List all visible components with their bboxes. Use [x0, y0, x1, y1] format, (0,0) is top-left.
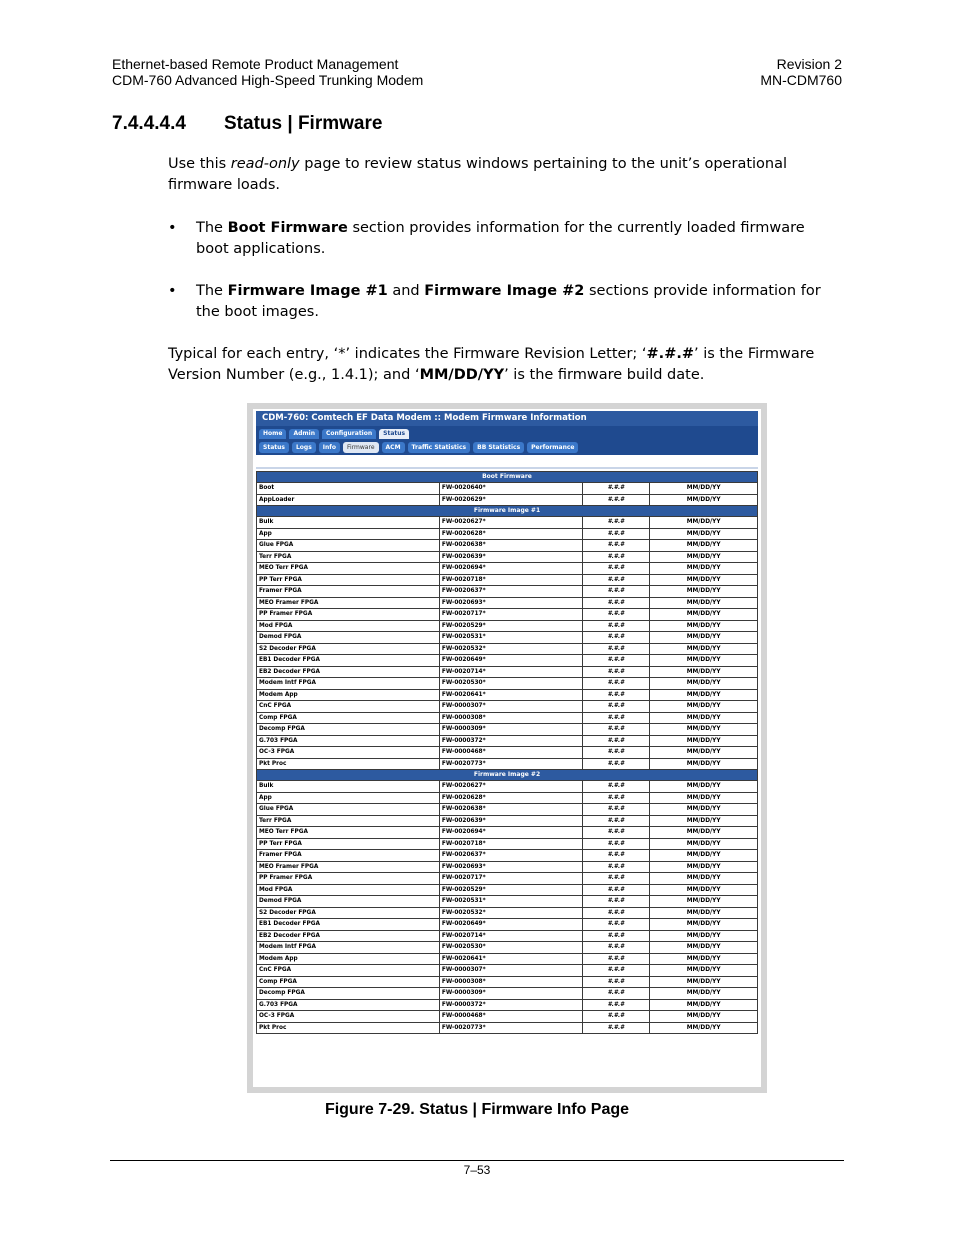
component-name: Decomp FPGA: [257, 724, 440, 736]
table-row: [257, 758, 758, 770]
section-header-row: [257, 472, 758, 483]
firmware-version: #.#.#: [582, 597, 650, 609]
firmware-number: FW-0000308*: [439, 712, 582, 724]
sub-tab-info[interactable]: Info: [319, 442, 340, 453]
component-name: OC-3 FPGA: [257, 747, 440, 759]
firmware-version: #.#.#: [582, 850, 650, 862]
firmware-number: FW-0020694*: [439, 827, 582, 839]
build-date: MM/DD/YY: [650, 678, 758, 690]
build-date: MM/DD/YY: [650, 781, 758, 793]
section-header-cell: Firmware Image #2: [257, 770, 758, 781]
firmware-version: #.#.#: [582, 747, 650, 759]
table-row: [257, 540, 758, 552]
table-row: [257, 517, 758, 529]
firmware-number: FW-0020530*: [439, 942, 582, 954]
build-date: MM/DD/YY: [650, 540, 758, 552]
firmware-version: #.#.#: [582, 907, 650, 919]
component-name: AppLoader: [257, 494, 440, 506]
table-row: [257, 884, 758, 896]
nav-tab-configuration[interactable]: Configuration: [322, 429, 376, 439]
component-name: Terr FPGA: [257, 815, 440, 827]
build-date: MM/DD/YY: [650, 528, 758, 540]
sub-tab-performance[interactable]: Performance: [527, 442, 578, 453]
firmware-number: FW-0020530*: [439, 678, 582, 690]
firmware-number: FW-0020638*: [439, 540, 582, 552]
bullet-boot-firmware: [168, 218, 840, 260]
firmware-version: #.#.#: [582, 666, 650, 678]
app-title-bar: CDM-760: Comtech EF Data Modem :: Modem Firmware Information: [256, 411, 758, 426]
build-date: MM/DD/YY: [650, 873, 758, 885]
component-name: EB1 Decoder FPGA: [257, 919, 440, 931]
component-name: Comp FPGA: [257, 712, 440, 724]
figure-caption: Figure 7-29. Status | Firmware Info Page: [324, 1101, 630, 1118]
firmware-number: FW-0020693*: [439, 597, 582, 609]
firmware-version: #.#.#: [582, 999, 650, 1011]
firmware-number: FW-0020641*: [439, 689, 582, 701]
component-name: MEO Terr FPGA: [257, 827, 440, 839]
component-name: CnC FPGA: [257, 701, 440, 713]
build-date: MM/DD/YY: [650, 609, 758, 621]
firmware-number: FW-0020639*: [439, 551, 582, 563]
firmware-version: #.#.#: [582, 574, 650, 586]
firmware-number: FW-0020627*: [439, 517, 582, 529]
table-row: [257, 678, 758, 690]
intro-text-2: page to review status windows pertaining to the unit’s operational firmware loads.: [168, 156, 788, 193]
table-row: [257, 574, 758, 586]
build-date: MM/DD/YY: [650, 965, 758, 977]
firmware-version: #.#.#: [582, 1011, 650, 1023]
table-row: [257, 919, 758, 931]
firmware-version: #.#.#: [582, 528, 650, 540]
build-date: MM/DD/YY: [650, 942, 758, 954]
section-header-cell: Firmware Image #1: [257, 506, 758, 517]
firmware-number: FW-0020531*: [439, 896, 582, 908]
intro-text-1: Use this: [168, 156, 231, 172]
firmware-version: #.#.#: [582, 551, 650, 563]
build-date: MM/DD/YY: [650, 861, 758, 873]
table-row: [257, 804, 758, 816]
component-name: Terr FPGA: [257, 551, 440, 563]
bullet-dot: •: [168, 220, 177, 236]
bullet-dot: •: [168, 283, 177, 299]
component-name: Pkt Proc: [257, 758, 440, 770]
header-product: CDM-760 Advanced High-Speed Trunking Modem: [112, 72, 424, 88]
sub-tab-firmware[interactable]: Firmware: [343, 442, 379, 453]
build-date: MM/DD/YY: [650, 735, 758, 747]
table-row: [257, 942, 758, 954]
build-date: MM/DD/YY: [650, 494, 758, 506]
firmware-version: #.#.#: [582, 1022, 650, 1034]
firmware-number: FW-0000468*: [439, 747, 582, 759]
firmware-version: #.#.#: [582, 483, 650, 495]
table-row: [257, 528, 758, 540]
firmware-version: #.#.#: [582, 724, 650, 736]
firmware-number: FW-0000309*: [439, 988, 582, 1000]
component-name: PP Terr FPGA: [257, 838, 440, 850]
header-doc-number: MN-CDM760: [760, 72, 842, 88]
component-name: Modem Intf FPGA: [257, 942, 440, 954]
bullet1-text-2: section provides information for the currently loaded firmware boot applications.: [196, 220, 805, 257]
build-date: MM/DD/YY: [650, 827, 758, 839]
firmware-info-screenshot: [247, 403, 767, 1093]
table-row: [257, 655, 758, 667]
component-name: Modem App: [257, 953, 440, 965]
table-row: [257, 483, 758, 495]
firmware-version: #.#.#: [582, 563, 650, 575]
firmware-version: #.#.#: [582, 976, 650, 988]
build-date: MM/DD/YY: [650, 792, 758, 804]
bullet2-bold-2: Firmware Image #2: [424, 283, 585, 299]
firmware-version: #.#.#: [582, 712, 650, 724]
table-row: [257, 586, 758, 598]
component-name: PP Framer FPGA: [257, 609, 440, 621]
build-date: MM/DD/YY: [650, 976, 758, 988]
component-name: MEO Framer FPGA: [257, 861, 440, 873]
firmware-number: FW-0000307*: [439, 701, 582, 713]
component-name: OC-3 FPGA: [257, 1011, 440, 1023]
table-row: [257, 643, 758, 655]
component-name: App: [257, 528, 440, 540]
firmware-number: FW-0000468*: [439, 1011, 582, 1023]
firmware-version: #.#.#: [582, 781, 650, 793]
firmware-version: #.#.#: [582, 609, 650, 621]
section-header-row: [257, 506, 758, 517]
build-date: MM/DD/YY: [650, 586, 758, 598]
build-date: MM/DD/YY: [650, 632, 758, 644]
firmware-version: #.#.#: [582, 884, 650, 896]
firmware-number: FW-0020627*: [439, 781, 582, 793]
component-name: Comp FPGA: [257, 976, 440, 988]
firmware-number: FW-0020714*: [439, 930, 582, 942]
component-name: CnC FPGA: [257, 965, 440, 977]
firmware-number: FW-0020628*: [439, 792, 582, 804]
table-row: [257, 907, 758, 919]
firmware-number: FW-0020629*: [439, 494, 582, 506]
build-date: MM/DD/YY: [650, 517, 758, 529]
build-date: MM/DD/YY: [650, 758, 758, 770]
typical-bold-version: #.#.#: [646, 346, 694, 362]
component-name: EB2 Decoder FPGA: [257, 930, 440, 942]
table-row: [257, 609, 758, 621]
firmware-number: FW-0000307*: [439, 965, 582, 977]
firmware-number: FW-0020694*: [439, 563, 582, 575]
table-row: [257, 976, 758, 988]
firmware-number: FW-0020693*: [439, 861, 582, 873]
firmware-number: FW-0000308*: [439, 976, 582, 988]
component-name: Boot: [257, 483, 440, 495]
build-date: MM/DD/YY: [650, 747, 758, 759]
sub-tab-traffic-statistics[interactable]: Traffic Statistics: [408, 442, 471, 453]
build-date: MM/DD/YY: [650, 815, 758, 827]
firmware-number: FW-0020640*: [439, 483, 582, 495]
table-row: [257, 781, 758, 793]
firmware-number: FW-0020639*: [439, 815, 582, 827]
header-doc-title: Ethernet-based Remote Product Management: [112, 56, 399, 72]
table-row: [257, 999, 758, 1011]
firmware-version: #.#.#: [582, 827, 650, 839]
firmware-version: #.#.#: [582, 643, 650, 655]
table-row: [257, 930, 758, 942]
section-heading: [112, 113, 382, 135]
page-number: 7–53: [463, 1163, 491, 1177]
bullet2-text-1: The: [196, 283, 228, 299]
nav-tab-admin[interactable]: Admin: [289, 429, 319, 439]
build-date: MM/DD/YY: [650, 620, 758, 632]
firmware-version: #.#.#: [582, 632, 650, 644]
firmware-number: FW-0020637*: [439, 586, 582, 598]
firmware-number: FW-0020641*: [439, 953, 582, 965]
firmware-version: #.#.#: [582, 953, 650, 965]
nav-tab-status[interactable]: Status: [379, 429, 409, 439]
build-date: MM/DD/YY: [650, 1022, 758, 1034]
table-row: [257, 632, 758, 644]
table-row: [257, 953, 758, 965]
table-row: [257, 873, 758, 885]
table-row: [257, 597, 758, 609]
firmware-table: [256, 471, 758, 1034]
component-name: Mod FPGA: [257, 620, 440, 632]
firmware-version: #.#.#: [582, 896, 650, 908]
firmware-number: FW-0020532*: [439, 907, 582, 919]
bullet1-bold: Boot Firmware: [227, 220, 348, 236]
component-name: Demod FPGA: [257, 632, 440, 644]
firmware-number: FW-0020638*: [439, 804, 582, 816]
sub-tab-bb-statistics[interactable]: BB Statistics: [473, 442, 524, 453]
firmware-version: #.#.#: [582, 988, 650, 1000]
firmware-version: #.#.#: [582, 735, 650, 747]
table-row: [257, 747, 758, 759]
typical-text-3: ’ is the firmware build date.: [504, 367, 705, 383]
build-date: MM/DD/YY: [650, 701, 758, 713]
sub-nav: [256, 439, 758, 455]
table-row: [257, 850, 758, 862]
build-date: MM/DD/YY: [650, 597, 758, 609]
component-name: Pkt Proc: [257, 1022, 440, 1034]
firmware-version: #.#.#: [582, 792, 650, 804]
component-name: S2 Decoder FPGA: [257, 643, 440, 655]
table-row: [257, 735, 758, 747]
nav-spacer: [256, 455, 758, 469]
bullet1-text-1: The: [196, 220, 228, 236]
build-date: MM/DD/YY: [650, 850, 758, 862]
firmware-number: FW-0000309*: [439, 724, 582, 736]
table-row: [257, 896, 758, 908]
component-name: Modem App: [257, 689, 440, 701]
firmware-version: #.#.#: [582, 678, 650, 690]
firmware-number: FW-0020532*: [439, 643, 582, 655]
component-name: App: [257, 792, 440, 804]
table-row: [257, 988, 758, 1000]
sub-tab-logs[interactable]: Logs: [292, 442, 316, 453]
table-row: [257, 620, 758, 632]
section-title: Status | Firmware: [224, 113, 383, 134]
table-row: [257, 792, 758, 804]
bullet2-text-2: and: [387, 283, 425, 299]
build-date: MM/DD/YY: [650, 563, 758, 575]
build-date: MM/DD/YY: [650, 655, 758, 667]
bullet2-bold-1: Firmware Image #1: [227, 283, 388, 299]
sub-tab-acm[interactable]: ACM: [382, 442, 405, 453]
sub-tab-status[interactable]: Status: [259, 442, 289, 453]
table-row: [257, 1011, 758, 1023]
table-row: [257, 563, 758, 575]
component-name: MEO Framer FPGA: [257, 597, 440, 609]
table-row: [257, 861, 758, 873]
build-date: MM/DD/YY: [650, 1011, 758, 1023]
build-date: MM/DD/YY: [650, 689, 758, 701]
component-name: EB1 Decoder FPGA: [257, 655, 440, 667]
component-name: PP Framer FPGA: [257, 873, 440, 885]
bullet-firmware-images: [168, 281, 840, 323]
component-name: PP Terr FPGA: [257, 574, 440, 586]
firmware-number: FW-0020717*: [439, 609, 582, 621]
firmware-version: #.#.#: [582, 586, 650, 598]
component-name: EB2 Decoder FPGA: [257, 666, 440, 678]
build-date: MM/DD/YY: [650, 724, 758, 736]
section-header-row: [257, 770, 758, 781]
firmware-version: #.#.#: [582, 689, 650, 701]
firmware-version: #.#.#: [582, 540, 650, 552]
firmware-number: FW-0020718*: [439, 574, 582, 586]
intro-emphasis: read-only: [230, 156, 300, 172]
table-row: [257, 494, 758, 506]
firmware-number: FW-0000372*: [439, 999, 582, 1011]
build-date: MM/DD/YY: [650, 907, 758, 919]
table-row: [257, 827, 758, 839]
component-name: Framer FPGA: [257, 850, 440, 862]
firmware-version: #.#.#: [582, 758, 650, 770]
build-date: MM/DD/YY: [650, 643, 758, 655]
build-date: MM/DD/YY: [650, 712, 758, 724]
table-row: [257, 815, 758, 827]
firmware-version: #.#.#: [582, 620, 650, 632]
firmware-number: FW-0020773*: [439, 1022, 582, 1034]
page-header: [112, 56, 842, 88]
component-name: Mod FPGA: [257, 884, 440, 896]
footer-rule: [110, 1160, 844, 1161]
firmware-version: #.#.#: [582, 965, 650, 977]
build-date: MM/DD/YY: [650, 838, 758, 850]
firmware-number: FW-0020649*: [439, 919, 582, 931]
table-row: [257, 551, 758, 563]
nav-tab-home[interactable]: Home: [259, 429, 286, 439]
firmware-version: #.#.#: [582, 655, 650, 667]
component-name: Bulk: [257, 517, 440, 529]
firmware-version: #.#.#: [582, 701, 650, 713]
build-date: MM/DD/YY: [650, 988, 758, 1000]
component-name: Glue FPGA: [257, 540, 440, 552]
firmware-number: FW-0020628*: [439, 528, 582, 540]
table-row: [257, 689, 758, 701]
firmware-version: #.#.#: [582, 494, 650, 506]
intro-paragraph: [168, 154, 840, 196]
bullet2-text-3: sections provide information for the boot images.: [196, 283, 821, 320]
table-row: [257, 701, 758, 713]
component-name: G.703 FPGA: [257, 735, 440, 747]
firmware-number: FW-0020531*: [439, 632, 582, 644]
firmware-version: #.#.#: [582, 838, 650, 850]
table-row: [257, 838, 758, 850]
build-date: MM/DD/YY: [650, 574, 758, 586]
build-date: MM/DD/YY: [650, 953, 758, 965]
typical-bold-date: MM/DD/YY: [419, 367, 505, 383]
table-row: [257, 965, 758, 977]
build-date: MM/DD/YY: [650, 483, 758, 495]
component-name: Bulk: [257, 781, 440, 793]
firmware-number: FW-0000372*: [439, 735, 582, 747]
firmware-version: #.#.#: [582, 861, 650, 873]
section-header-cell: Boot Firmware: [257, 472, 758, 483]
component-name: Glue FPGA: [257, 804, 440, 816]
component-name: S2 Decoder FPGA: [257, 907, 440, 919]
table-row: [257, 1022, 758, 1034]
build-date: MM/DD/YY: [650, 999, 758, 1011]
header-revision: Revision 2: [776, 56, 842, 72]
table-row: [257, 666, 758, 678]
component-name: Decomp FPGA: [257, 988, 440, 1000]
component-name: G.703 FPGA: [257, 999, 440, 1011]
component-name: Demod FPGA: [257, 896, 440, 908]
firmware-number: FW-0020529*: [439, 884, 582, 896]
build-date: MM/DD/YY: [650, 884, 758, 896]
main-nav: [256, 426, 758, 439]
build-date: MM/DD/YY: [650, 896, 758, 908]
firmware-version: #.#.#: [582, 942, 650, 954]
build-date: MM/DD/YY: [650, 930, 758, 942]
firmware-version: #.#.#: [582, 804, 650, 816]
build-date: MM/DD/YY: [650, 666, 758, 678]
firmware-number: FW-0020529*: [439, 620, 582, 632]
component-name: Framer FPGA: [257, 586, 440, 598]
table-row: [257, 712, 758, 724]
typical-text-1: Typical for each entry, ‘*’ indicates the Firmware Revision Letter; ‘: [168, 346, 647, 362]
component-name: MEO Terr FPGA: [257, 563, 440, 575]
firmware-number: FW-0020637*: [439, 850, 582, 862]
build-date: MM/DD/YY: [650, 551, 758, 563]
section-number: 7.4.4.4.4: [112, 113, 186, 134]
firmware-number: FW-0020649*: [439, 655, 582, 667]
firmware-version: #.#.#: [582, 873, 650, 885]
firmware-version: #.#.#: [582, 815, 650, 827]
firmware-number: FW-0020717*: [439, 873, 582, 885]
build-date: MM/DD/YY: [650, 919, 758, 931]
component-name: Modem Intf FPGA: [257, 678, 440, 690]
build-date: MM/DD/YY: [650, 804, 758, 816]
firmware-number: FW-0020773*: [439, 758, 582, 770]
firmware-version: #.#.#: [582, 919, 650, 931]
firmware-number: FW-0020718*: [439, 838, 582, 850]
typical-text-2: ’ is the Firmware Version Number (e.g., 1.4.1); and ‘: [168, 346, 815, 383]
typical-paragraph: [168, 344, 840, 386]
firmware-version: #.#.#: [582, 517, 650, 529]
firmware-version: #.#.#: [582, 930, 650, 942]
table-row: [257, 724, 758, 736]
firmware-number: FW-0020714*: [439, 666, 582, 678]
